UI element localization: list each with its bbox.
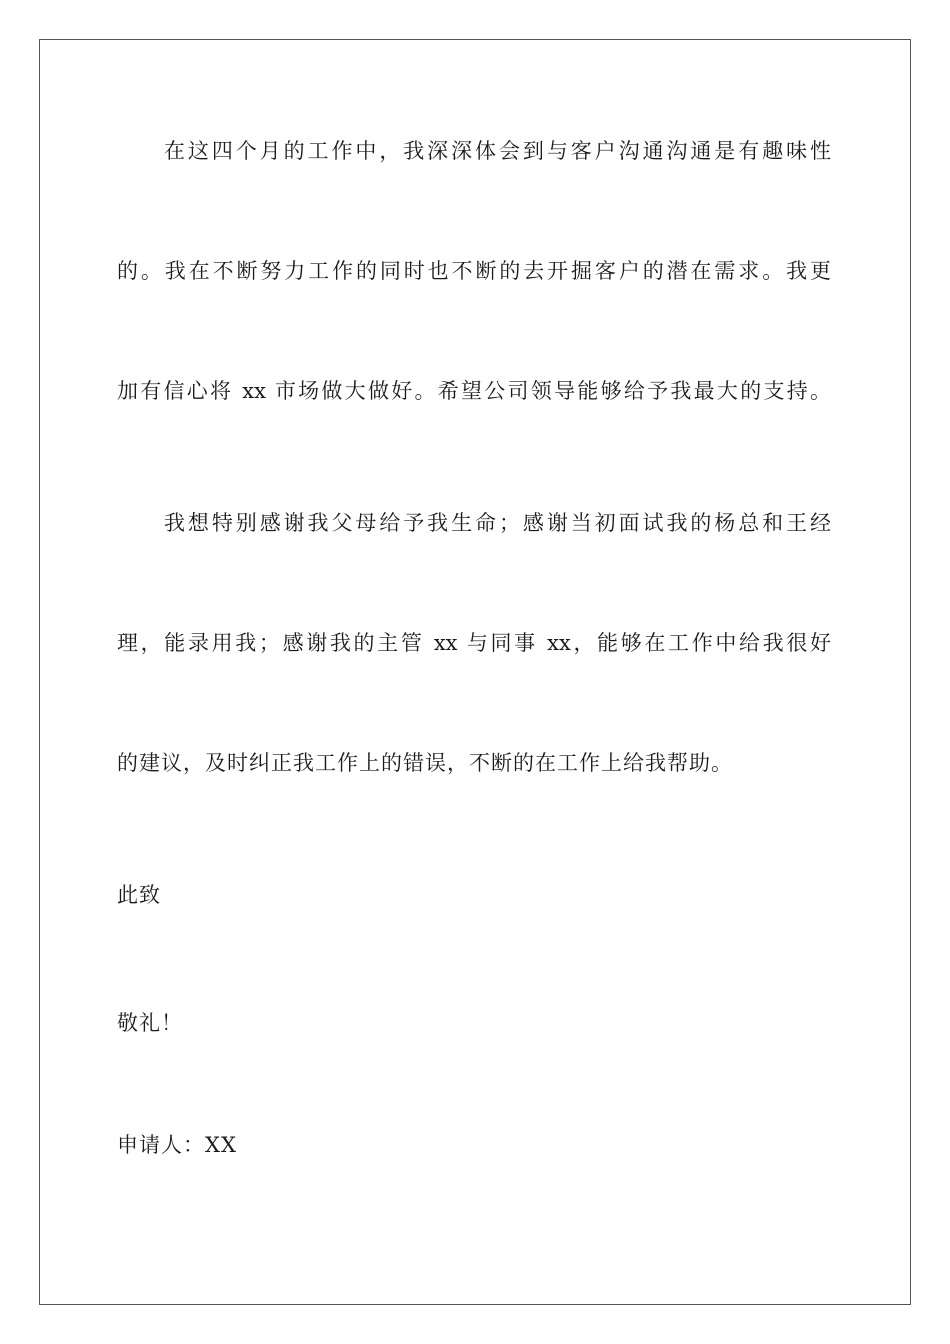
- signature-applicant: 申请人：XX: [117, 1133, 237, 1157]
- paragraph-2-line-3: 的建议，及时纠正我工作上的错误，不断的在工作上给我帮助。: [117, 751, 733, 775]
- paragraph-1-line-1: 在这四个月的工作中，我深深体会到与客户沟通沟通是有趣味性: [164, 139, 831, 163]
- closing-respect: 敬礼！: [117, 1011, 183, 1035]
- paragraph-2-line-2: 理，能录用我；感谢我的主管 xx 与同事 xx，能够在工作中给我很好: [117, 631, 831, 655]
- paragraph-1-line-3: 加有信心将 xx 市场做大做好。希望公司领导能够给予我最大的支持。: [117, 379, 831, 403]
- page-frame: [39, 39, 911, 1305]
- paragraph-1-line-2: 的。我在不断努力工作的同时也不断的去开掘客户的潜在需求。我更: [117, 259, 831, 283]
- paragraph-2-line-1: 我想特别感谢我父母给予我生命；感谢当初面试我的杨总和王经: [164, 511, 831, 535]
- closing-salutation: 此致: [117, 883, 161, 907]
